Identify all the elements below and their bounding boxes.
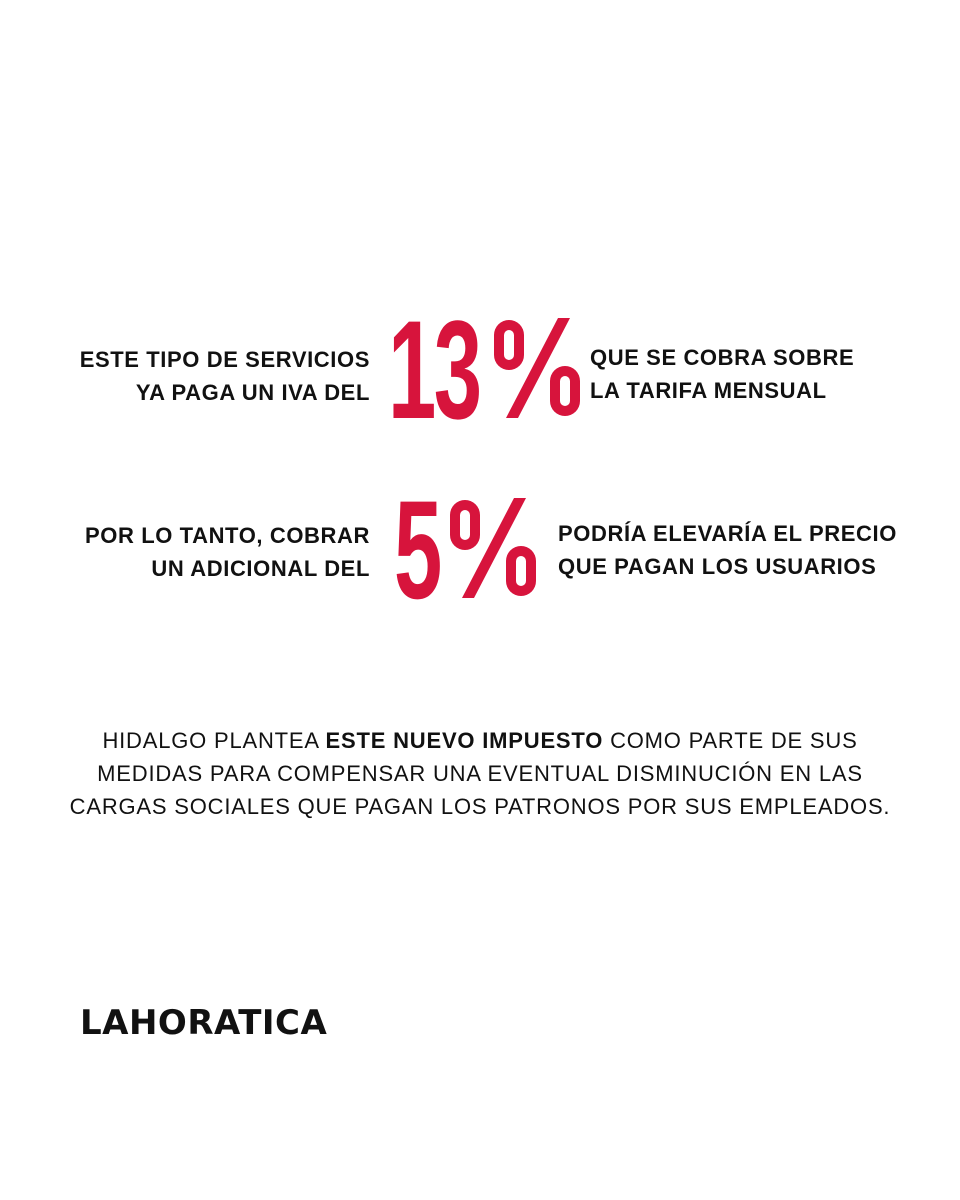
stat1-percent-sign <box>492 318 582 418</box>
stat2-right-line-1: PODRÍA ELEVARÍA EL PRECIO <box>558 521 897 546</box>
stat2-right-text <box>558 517 897 583</box>
summary-text-part-1: HIDALGO PLANTEA <box>102 728 326 753</box>
stat1-right-line-2: LA TARIFA MENSUAL <box>590 378 827 403</box>
stat1-left-line-1: ESTE TIPO DE SERVICIOS <box>79 347 370 372</box>
brand-logo: LAHORATICA <box>80 1003 328 1043</box>
summary-text-bold: ESTE NUEVO IMPUESTO <box>325 728 604 753</box>
stat2-right-line-2: QUE PAGAN LOS USUARIOS <box>558 554 877 579</box>
stat2-left-text <box>85 519 370 585</box>
stat2-number: 5 <box>394 471 443 628</box>
stat2-left-line-2: UN ADICIONAL DEL <box>151 556 370 581</box>
summary-paragraph <box>60 724 900 823</box>
stat2-percent-sign <box>448 498 538 598</box>
summary-text-part-2: COMO PARTE DE SUS MEDIDAS PARA COMPENSAR UNA EVENTUAL DISMINUCIÓN EN LAS CARGAS SOCIALES QUE PAGAN LOS PATRONOS POR SUS EMPLEADOS. <box>69 728 891 819</box>
stat1-right-text <box>590 341 854 407</box>
stat1-right-line-1: QUE SE COBRA SOBRE <box>590 345 855 370</box>
stat1-left-line-2: YA PAGA UN IVA DEL <box>135 380 370 405</box>
stat1-left-text <box>80 343 370 409</box>
stat2-left-line-1: POR LO TANTO, COBRAR <box>85 523 370 548</box>
stat1-number: 13 <box>388 291 480 448</box>
